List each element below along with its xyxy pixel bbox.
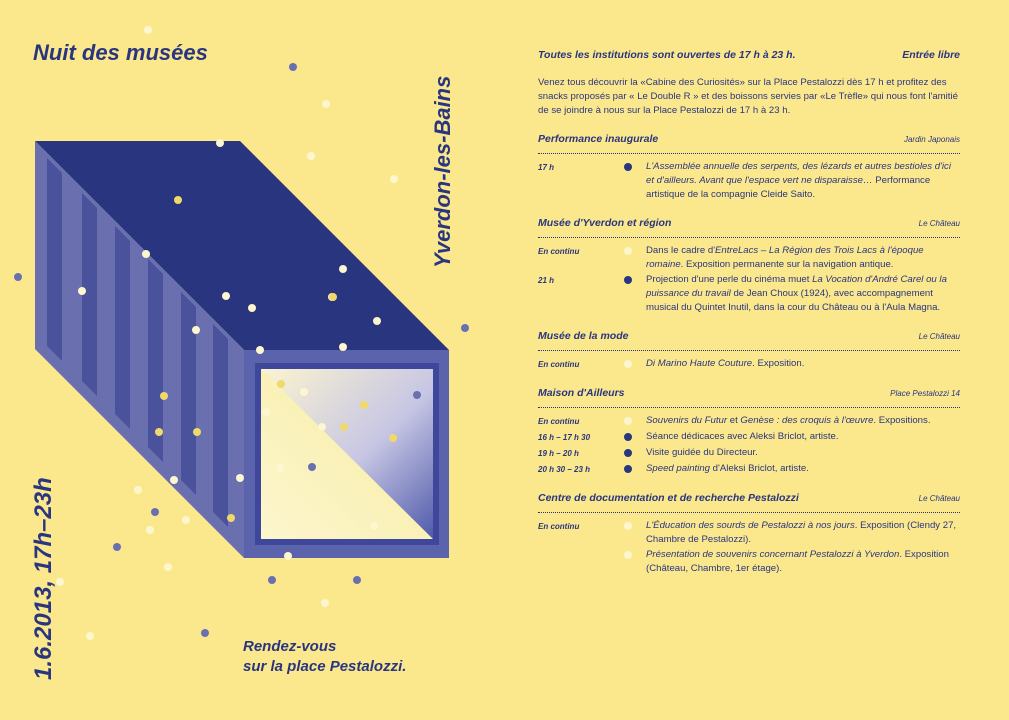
program-section [538,386,960,477]
program-entry [538,357,960,372]
section-title: Maison d'Ailleurs [538,387,625,399]
section-header [538,216,960,238]
poster-title: Nuit des musées [33,40,208,65]
program-entry [538,446,960,461]
entry-title: Genèse : des croquis à l'œuvre [740,415,874,426]
section-location: Le Château [918,219,960,228]
city-label: Yverdon-les-Bains [430,75,455,268]
entry-text: . Exposition (Château, Chambre, 1er étage). [646,549,949,574]
section-title: Centre de documentation et de recherche Pestalozzi [538,492,799,504]
entry-description [646,519,960,547]
program-sections [538,132,960,576]
entry-time: 19 h – 20 h [538,449,579,458]
bullet-light-icon [624,247,632,255]
entry-time: En continu [538,417,580,426]
program-entry [538,548,960,576]
entry-title: Speed painting [646,463,711,474]
entry-time: 21 h [538,276,555,285]
section-header [538,329,960,351]
bullet-dark-icon [624,465,632,473]
section-header [538,491,960,513]
bullet-dark-icon [624,449,632,457]
entry-time: 17 h [538,163,555,172]
section-location: Jardin Japonais [903,135,960,144]
program-section [538,132,960,202]
opening-hours: Toutes les institutions sont ouvertes de 17 h à 23 h. [538,49,796,61]
section-title: Musée d'Yverdon et région [538,217,672,229]
bullet-dark-icon [624,163,632,171]
program-entry [538,414,960,429]
bullet-light-icon [624,360,632,368]
entry-time: 20 h 30 – 23 h [538,465,591,474]
free-entry: Entrée libre [902,49,960,61]
section-location: Place Pestalozzi 14 [890,389,960,398]
section-header [538,132,960,154]
section-title: Performance inaugurale [538,133,659,145]
program-section [538,329,960,372]
entry-text: . Exposition permanente sur la navigation antique. [680,259,894,270]
bullet-light-icon [624,522,632,530]
date-label: 1.6.2013, 17h–23h [30,477,57,680]
entry-description [646,244,960,272]
entry-title: Souvenirs du Futur [646,415,728,426]
program-panel [538,48,960,577]
program-section [538,216,960,315]
entry-text: et [727,415,741,426]
bullet-light-icon [624,417,632,425]
entry-text: Dans le cadre d' [646,245,716,256]
entry-description [646,430,960,444]
program-header [538,48,960,62]
intro-text: Venez tous découvrir la «Cabine des Curiosités» sur la Place Pestalozzi dès 17 h et profitez des snacks proposés par « Le Double R » et des boissons servies par «Le Trèfle» qui nous font l'amitié de se joindre à nous sur la Place Pestalozzi de 17 h à 23 h. [538,77,958,116]
rendezvous-line2: sur la place Pestalozzi. [243,658,407,675]
entry-time: En continu [538,360,580,369]
bullet-light-icon [624,551,632,559]
entry-time: En continu [538,247,580,256]
entry-description [646,414,960,428]
entry-title: L'Éducation des sourds de Pestalozzi à nos jours [646,520,855,531]
entry-text: Visite guidée du Directeur. [646,447,758,458]
rendezvous-line1: Rendez-vous [243,638,337,655]
program-entry [538,273,960,315]
entry-time [538,548,618,549]
entry-description [646,160,960,202]
section-title: Musée de la mode [538,330,629,342]
entry-text: Projection d'une perle du cinéma muet [646,274,813,285]
entry-text: . Expositions. [873,415,931,426]
program-section [538,491,960,576]
entry-description [646,273,960,315]
entry-text: de Jean Choux (1924), avec accompagnement musical du Quintet Inutil, dans la cour du Château ou à l'Aula Magna. [646,288,941,313]
section-location: Le Château [918,494,960,503]
entry-description [646,357,960,371]
section-location: Le Château [918,332,960,341]
entry-description [646,462,960,476]
entry-time: 16 h – 17 h 30 [538,433,591,442]
poster-panel [0,0,500,720]
section-header [538,386,960,408]
entry-title: La Vocation d'André Carel ou la puissance du travail [646,274,947,299]
program-entry [538,430,960,445]
rendezvous-note [243,637,406,677]
entry-text: . Exposition (Clendy 27, Chambre de Pestalozzi). [646,520,957,545]
entry-title: EntreLacs – La Région des Trois Lacs à l'époque romaine [646,245,924,270]
bullet-dark-icon [624,276,632,284]
program-entry [538,244,960,272]
entry-description [646,548,960,576]
bullet-dark-icon [624,433,632,441]
program-entry [538,462,960,477]
entry-text: Performance artistique de la compagnie Cleide Saito. [646,175,931,200]
entry-time: En continu [538,522,580,531]
entry-title: L'Assemblée annuelle des serpents, des lézards et autres bestioles d'ici et d'ailleurs. Avant que l'espace vert ne disparaisse… [646,161,951,186]
entry-text: d'Aleksi Briclot, artiste. [710,463,809,474]
entry-title: Présentation de souvenirs concernant Pestalozzi à Yverdon [646,549,900,560]
entry-title: Di Marino Haute Couture [646,358,753,369]
program-entry [538,160,960,202]
program-entry [538,519,960,547]
entry-description [646,446,960,460]
entry-text: Séance dédicaces avec Aleksi Briclot, artiste. [646,431,839,442]
container-illustration [0,0,500,720]
entry-text: . Exposition. [752,358,805,369]
